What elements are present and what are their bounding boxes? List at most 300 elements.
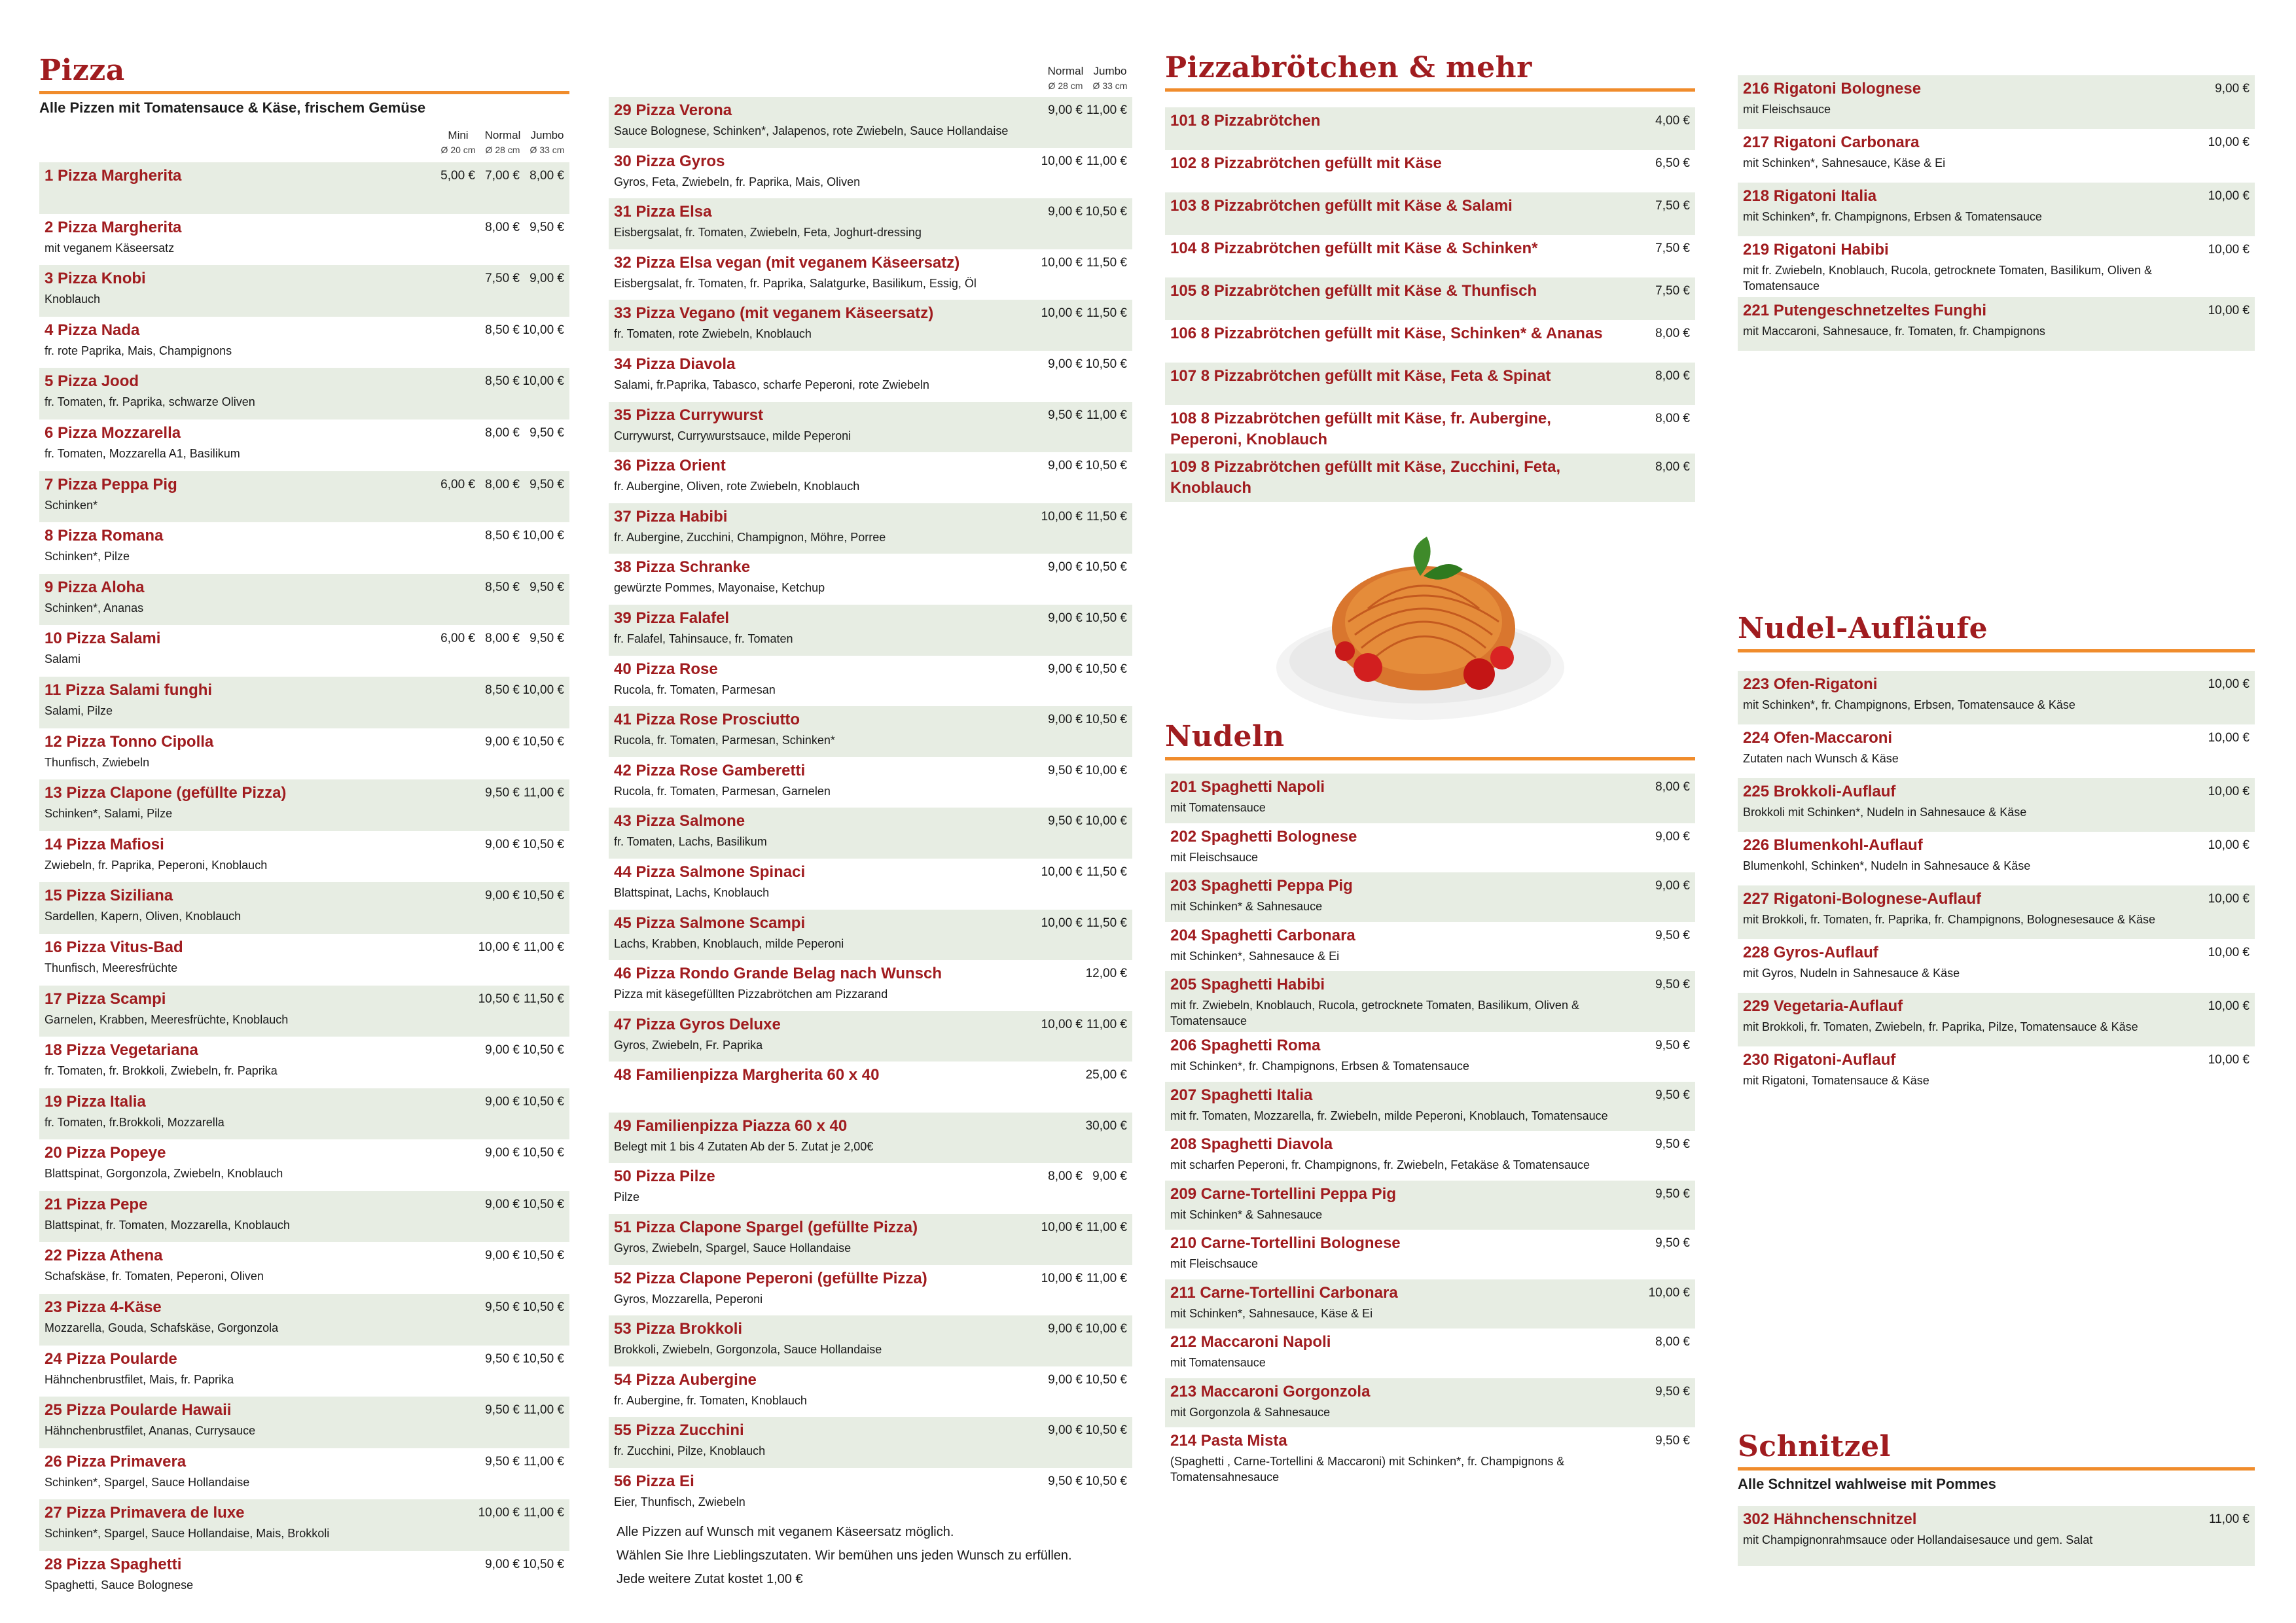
size-label: Mini: [448, 129, 469, 141]
size-column-header: [1043, 64, 1088, 93]
menu-item-row: [1738, 832, 2255, 885]
menu-item-name: 6 Pizza Mozzarella: [45, 423, 181, 442]
menu-item-prices: [2178, 996, 2250, 1017]
menu-item-prices: [431, 1040, 564, 1061]
menu-item-row: [609, 1417, 1132, 1468]
nudeln-list: [1165, 774, 1695, 1488]
menu-item-price: 9,50 €: [1655, 1434, 1690, 1448]
menu-item-row: [609, 402, 1132, 453]
menu-item-description: Currywurst, Currywurstsauce, milde Peperoni: [614, 429, 852, 442]
menu-item-price: [431, 937, 475, 958]
auflaeufe-column: [1738, 612, 2255, 1100]
menu-item-price: 11,50 €: [1086, 865, 1127, 879]
menu-item-text: [1743, 300, 2178, 339]
menu-item-price: [1038, 1116, 1083, 1137]
menu-item-price: [431, 268, 475, 289]
menu-item-name: 9 Pizza Aloha: [45, 578, 145, 596]
menu-item-prices: [1618, 1233, 1690, 1254]
menu-item-row: [609, 554, 1132, 605]
menu-item-row: [609, 1163, 1132, 1214]
menu-item-text: [1170, 1184, 1618, 1222]
menu-item-text: [1170, 1332, 1618, 1370]
menu-item-description: (Spaghetti , Carne-Tortellini & Maccaroni) mit Schinken*, fr. Champignons & Tomatensahnesauce: [1170, 1455, 1565, 1484]
menu-item-prices: [1618, 1035, 1690, 1056]
menu-item-row: [1738, 236, 2255, 297]
menu-item-prices: [431, 577, 564, 598]
menu-item-row: [39, 265, 569, 317]
menu-item-prices: [2178, 781, 2250, 802]
menu-item-description: Zwiebeln, fr. Paprika, Peperoni, Knoblauch: [45, 858, 268, 872]
menu-item-description: mit Gyros, Nudeln in Sahnesauce & Käse: [1743, 967, 1960, 980]
menu-item-description: mit Brokkoli, fr. Tomaten, fr. Paprika, fr. Champignons, Bolognesesauce & Käse: [1743, 913, 2155, 926]
menu-item-row: [609, 503, 1132, 554]
menu-item-text: [1743, 674, 2178, 713]
menu-item-name: 17 Pizza Scampi: [45, 990, 166, 1008]
menu-item-row: [39, 1397, 569, 1448]
menu-item-price: 10,50 €: [1085, 1372, 1127, 1387]
menu-item-name: 27 Pizza Primavera de luxe: [45, 1504, 245, 1522]
menu-item-price: 10,00 €: [2208, 1053, 2250, 1067]
menu-item-price: 10,50 €: [522, 1146, 564, 1160]
menu-item-row: [1165, 1279, 1695, 1329]
menu-item-row: [609, 1265, 1132, 1316]
menu-item-name: 15 Pizza Siziliana: [45, 887, 173, 905]
menu-item-price: 10,50 €: [522, 1249, 564, 1263]
menu-item-price: 9,00 €: [1048, 357, 1083, 371]
menu-item-price: 10,00 €: [2208, 135, 2250, 149]
menu-item-name: 201 Spaghetti Napoli: [1170, 778, 1325, 796]
menu-item-description: fr. Falafel, Tahinsauce, fr. Tomaten: [614, 632, 793, 645]
menu-item-row: [609, 757, 1132, 808]
menu-item-text: [1170, 153, 1618, 174]
menu-item-prices: [1038, 405, 1127, 426]
menu-item-text: [45, 577, 431, 616]
size-diameter: Ø 28 cm: [485, 145, 520, 155]
nudeln-title: Nudeln: [1165, 720, 1695, 760]
menu-item-prices: [2178, 674, 2250, 695]
menu-item-name: 38 Pizza Schranke: [614, 558, 751, 577]
menu-item-row: [609, 148, 1132, 199]
menu-item-price: 10,00 €: [1041, 255, 1083, 270]
menu-item-name: 302 Hähnchenschnitzel: [1743, 1510, 1917, 1528]
menu-item-name: 33 Pizza Vegano (mit veganem Käseersatz): [614, 304, 934, 323]
menu-item-prices: [1618, 1382, 1690, 1402]
menu-item-price: 8,50 €: [485, 374, 520, 389]
menu-item-price: 9,00 €: [1655, 879, 1690, 893]
menu-item-name: 210 Carne-Tortellini Bolognese: [1170, 1234, 1401, 1252]
menu-item-description: fr. Tomaten, fr. Paprika, schwarze Oliven: [45, 395, 255, 409]
menu-item-name: 228 Gyros-Auflauf: [1743, 944, 1878, 961]
menu-item-text: [45, 1349, 431, 1387]
menu-item-price: 10,50 €: [522, 1197, 564, 1211]
menu-item-price: 10,50 €: [522, 1094, 564, 1109]
menu-item-prices: [1618, 777, 1690, 798]
size-column-header: [480, 128, 525, 157]
menu-item-row: [1165, 1131, 1695, 1181]
menu-item-row: [609, 351, 1132, 402]
menu-item-description: fr. Tomaten, fr. Brokkoli, Zwiebeln, fr. Paprika: [45, 1064, 278, 1078]
menu-item-prices: [431, 1297, 564, 1318]
menu-item-prices: [1618, 323, 1690, 344]
menu-item-text: [1743, 728, 2178, 766]
menu-item-description: Lachs, Krabben, Knoblauch, milde Peperoni: [614, 936, 844, 950]
menu-item-name: 217 Rigatoni Carbonara: [1743, 134, 1920, 151]
menu-item-name: 18 Pizza Vegetariana: [45, 1041, 198, 1060]
menu-item-name: 11 Pizza Salami funghi: [45, 681, 213, 699]
menu-item-row: [1738, 1506, 2255, 1566]
menu-item-text: [1170, 196, 1618, 217]
menu-item-description: Zutaten nach Wunsch & Käse: [1743, 752, 1899, 765]
menu-item-row: [1165, 107, 1695, 150]
menu-item-price: 10,00 €: [2208, 189, 2250, 203]
menu-item-price: 11,00 €: [2209, 1512, 2250, 1526]
menu-item-prices: [1618, 1184, 1690, 1205]
menu-item-price: [431, 1245, 475, 1266]
menu-item-price: 11,50 €: [1086, 916, 1127, 930]
menu-item-price: 9,50 €: [1655, 928, 1690, 942]
menu-item-row: [609, 452, 1132, 503]
menu-item-description: fr. Aubergine, Zucchini, Champignon, Möhre, Porree: [614, 530, 886, 544]
menu-item-name: 109 8 Pizzabrötchen gefüllt mit Käse, Zucchini, Feta, Knoblauch: [1170, 458, 1561, 497]
menu-item-row: [39, 1294, 569, 1346]
menu-item-price: [431, 423, 475, 444]
menu-item-price: 9,00 €: [485, 1146, 520, 1160]
menu-item-description: mit Fleischsauce: [1743, 103, 1831, 116]
menu-item-price: 10,00 €: [522, 374, 564, 389]
menu-item-prices: [2178, 889, 2250, 910]
menu-item-prices: [1618, 1085, 1690, 1106]
menu-item-name: 19 Pizza Italia: [45, 1092, 146, 1111]
menu-item-name: 208 Spaghetti Diavola: [1170, 1135, 1333, 1153]
menu-item-price: [431, 1554, 475, 1575]
menu-item-text: [1743, 781, 2178, 820]
menu-item-text: [614, 963, 1038, 1002]
menu-item-name: 209 Carne-Tortellini Peppa Pig: [1170, 1185, 1396, 1203]
menu-item-text: [1743, 835, 2178, 874]
menu-item-name: 224 Ofen-Maccaroni: [1743, 729, 1893, 747]
menu-item-prices: [431, 1092, 564, 1113]
menu-item-price: [431, 732, 475, 753]
menu-item-name: 14 Pizza Mafiosi: [45, 835, 164, 853]
menu-item-price: 8,50 €: [485, 529, 520, 543]
menu-item-description: Eisbergsalat, fr. Tomaten, Zwiebeln, Feta, Joghurt-dressing: [614, 226, 922, 240]
menu-item-price: 10,00 €: [2208, 892, 2250, 906]
menu-item-name: 21 Pizza Pepe: [45, 1195, 148, 1213]
menu-item-text: [614, 760, 1038, 799]
menu-item-name: 108 8 Pizzabrötchen gefüllt mit Käse, fr. Aubergine, Peperoni, Knoblauch: [1170, 410, 1551, 448]
menu-item-description: mit Brokkoli, fr. Tomaten, Zwiebeln, fr. Paprika, Pilze, Tomatensauce & Käse: [1743, 1020, 2138, 1033]
menu-item-name: 56 Pizza Ei: [614, 1472, 694, 1491]
menu-item-text: [1170, 1035, 1618, 1074]
menu-item-text: [1743, 132, 2178, 171]
menu-item-row: [39, 419, 569, 471]
menu-item-row: [609, 1214, 1132, 1265]
menu-item-row: [1165, 277, 1695, 320]
menu-item-row: [609, 300, 1132, 351]
menu-item-price: 9,50 €: [1655, 978, 1690, 991]
menu-item-row: [39, 214, 569, 266]
pizza-size-header: [39, 128, 569, 157]
menu-item-text: [45, 680, 431, 719]
menu-item-row: [39, 831, 569, 883]
menu-item-prices: [1038, 1420, 1127, 1441]
menu-item-description: Knoblauch: [45, 293, 101, 306]
menu-item-description: Thunfisch, Zwiebeln: [45, 755, 150, 769]
menu-item-text: [45, 783, 431, 821]
menu-item-name: 28 Pizza Spaghetti: [45, 1556, 182, 1574]
menu-item-text: [1170, 1134, 1618, 1173]
menu-item-price: 9,00 €: [1048, 1322, 1083, 1336]
menu-item-description: Blumenkohl, Schinken*, Nudeln in Sahnesauce & Käse: [1743, 859, 2031, 872]
menu-item-description: Hähnchenbrustfilet, Ananas, Currysauce: [45, 1424, 256, 1438]
menu-item-name: 42 Pizza Rose Gamberetti: [614, 761, 806, 779]
menu-item-prices: [431, 1349, 564, 1370]
menu-item-price: 9,50 €: [1655, 1236, 1690, 1250]
menu-item-text: [1170, 974, 1618, 1029]
menu-item-text: [1743, 942, 2178, 981]
menu-item-text: [1170, 323, 1618, 344]
menu-item-price: 10,00 €: [522, 529, 564, 543]
menu-item-description: Eier, Thunfisch, Zwiebeln: [614, 1495, 745, 1509]
menu-item-price: 9,00 €: [485, 734, 520, 749]
menu-item-prices: [1038, 862, 1127, 883]
menu-item-prices: [1618, 1431, 1690, 1452]
menu-item-row: [1738, 724, 2255, 778]
menu-item-prices: [1038, 1319, 1127, 1340]
menu-item-price: 8,00 €: [529, 169, 564, 183]
menu-item-price: 11,50 €: [1086, 306, 1127, 321]
menu-item-price: 11,00 €: [524, 786, 564, 800]
menu-item-prices: [2178, 1050, 2250, 1071]
menu-item-price: 11,50 €: [1086, 255, 1127, 270]
menu-item-price: 9,50 €: [1048, 408, 1083, 422]
menu-item-prices: [1618, 925, 1690, 946]
menu-item-prices: [1038, 507, 1127, 527]
menu-item-prices: [1618, 1283, 1690, 1304]
menu-item-row: [1165, 235, 1695, 277]
menu-item-price: 11,00 €: [524, 1454, 564, 1469]
menu-item-price: 8,50 €: [485, 580, 520, 594]
menu-item-price: [431, 1400, 475, 1421]
menu-item-price: 9,00 €: [1092, 1169, 1127, 1184]
menu-item-name: 202 Spaghetti Bolognese: [1170, 827, 1357, 846]
menu-item-price: 10,00 €: [1085, 763, 1127, 777]
menu-item-row: [1165, 922, 1695, 972]
menu-item-prices: [431, 268, 564, 289]
menu-item-description: Hähnchenbrustfilet, Mais, fr. Paprika: [45, 1372, 234, 1386]
menu-item-description: fr. Tomaten, rote Zwiebeln, Knoblauch: [614, 327, 812, 341]
menu-item-description: Schafskäse, fr. Tomaten, Peperoni, Oliven: [45, 1270, 264, 1283]
menu-item-price: 11,00 €: [1086, 1221, 1127, 1235]
menu-item-row: [1165, 774, 1695, 823]
menu-item-price: 10,50 €: [522, 1558, 564, 1572]
menu-item-description: mit Fleischsauce: [1170, 850, 1259, 864]
menu-item-name: 22 Pizza Athena: [45, 1247, 163, 1265]
menu-item-price: 11,00 €: [524, 1403, 564, 1418]
menu-item-price: 10,00 €: [2208, 731, 2250, 745]
menu-item-price: 10,50 €: [1085, 205, 1127, 219]
menu-item-description: Thunfisch, Meeresfrüchte: [45, 961, 178, 974]
menu-item-row: [1165, 320, 1695, 363]
menu-item-row: [39, 1346, 569, 1397]
menu-item-name: 203 Spaghetti Peppa Pig: [1170, 877, 1353, 895]
size-label: Normal: [1047, 65, 1084, 77]
menu-item-price: 9,00 €: [485, 1094, 520, 1109]
menu-item-price: [1038, 963, 1083, 984]
menu-item-name: 24 Pizza Poularde: [45, 1349, 177, 1368]
menu-item-description: Schinken*, Spargel, Sauce Hollandaise, Mais, Brokkoli: [45, 1527, 330, 1541]
menu-item-name: 1 Pizza Margherita: [45, 167, 182, 185]
menu-item-description: Garnelen, Krabben, Meeresfrüchte, Knoblauch: [45, 1012, 289, 1026]
menu-item-prices: [1038, 455, 1127, 476]
menu-item-price: 9,00 €: [1048, 662, 1083, 676]
menu-item-price: 10,00 €: [1085, 814, 1127, 829]
menu-item-text: [1170, 457, 1618, 499]
menu-item-description: Sardellen, Kapern, Oliven, Knoblauch: [45, 910, 242, 923]
menu-item-row: [609, 1468, 1132, 1519]
menu-item-prices: [2178, 132, 2250, 153]
menu-item-price: 10,00 €: [522, 323, 564, 337]
menu-item-name: 29 Pizza Verona: [614, 101, 732, 119]
pizza-subtitle: Alle Pizzen mit Tomatensauce & Käse, frischem Gemüse: [39, 99, 426, 116]
menu-item-description: Schinken*, Pilze: [45, 550, 130, 563]
menu-item-text: [45, 268, 431, 307]
menu-item-description: Schinken*, Ananas: [45, 601, 144, 615]
menu-item-text: [45, 1092, 431, 1130]
menu-item-name: 223 Ofen-Rigatoni: [1743, 675, 1878, 693]
menu-item-text: [1743, 79, 2178, 117]
menu-item-prices: [1038, 913, 1127, 934]
menu-item-price: 10,50 €: [1085, 1423, 1127, 1438]
menu-item-price: 9,00 €: [1655, 829, 1690, 844]
menu-item-description: mit Schinken*, Sahnesauce, Käse & Ei: [1170, 1306, 1373, 1320]
menu-item-description: mit Fleischsauce: [1170, 1257, 1259, 1270]
menu-item-text: [614, 1471, 1038, 1510]
menu-item-row: [1165, 823, 1695, 873]
menu-item-name: 214 Pasta Mista: [1170, 1432, 1287, 1450]
menu-item-price: 9,50 €: [1655, 1384, 1690, 1399]
menu-item-description: fr. rote Paprika, Mais, Champignons: [45, 344, 232, 357]
menu-item-text: [45, 166, 431, 187]
menu-item-text: [45, 628, 431, 667]
menu-item-price: [431, 783, 475, 804]
menu-item-description: mit fr. Zwiebeln, Knoblauch, Rucola, getrocknete Tomaten, Basilikum, Oliven & Tomatensauce: [1170, 999, 1579, 1027]
menu-item-price: 7,50 €: [1655, 241, 1690, 255]
menu-item-prices: [431, 1143, 564, 1164]
menu-item-price: 8,00 €: [485, 220, 520, 234]
menu-item-description: mit Rigatoni, Tomatensauce & Käse: [1743, 1074, 1929, 1087]
size-diameter: Ø 28 cm: [1048, 80, 1083, 91]
menu-item-price: 8,00 €: [485, 632, 520, 646]
menu-item-row: [609, 1366, 1132, 1418]
menu-item-row: [39, 779, 569, 831]
menu-item-prices: [2178, 240, 2250, 260]
menu-item-price: 9,00 €: [1048, 611, 1083, 625]
menu-item-name: 216 Rigatoni Bolognese: [1743, 80, 1922, 98]
menu-item-text: [1743, 889, 2178, 927]
menu-item-description: fr. Tomaten, Mozzarella A1, Basilikum: [45, 446, 240, 460]
menu-item-text: [614, 202, 1038, 240]
menu-item-price: 8,00 €: [1655, 460, 1690, 474]
menu-item-row: [1165, 150, 1695, 192]
menu-item-text: [614, 507, 1038, 545]
menu-item-prices: [1038, 202, 1127, 223]
menu-item-price: 8,00 €: [1655, 369, 1690, 383]
menu-item-price: [431, 1092, 475, 1113]
menu-item-prices: [1038, 151, 1127, 172]
menu-item-prices: [431, 423, 564, 444]
menu-item-name: 47 Pizza Gyros Deluxe: [614, 1015, 781, 1033]
menu-item-price: 9,50 €: [1655, 1137, 1690, 1151]
menu-item-price: 10,00 €: [1041, 865, 1083, 879]
menu-item-price: 10,50 €: [1085, 662, 1127, 676]
menu-item-price: 10,50 €: [1085, 1474, 1127, 1489]
menu-item-price: 9,50 €: [529, 425, 564, 440]
menu-item-text: [614, 1065, 1038, 1086]
menu-item-prices: [1038, 608, 1127, 629]
menu-item-text: [45, 474, 431, 513]
menu-item-name: 36 Pizza Orient: [614, 457, 726, 475]
menu-item-price: 9,50 €: [485, 1403, 520, 1418]
menu-item-description: Sauce Bolognese, Schinken*, Jalapenos, rote Zwiebeln, Sauce Hollandaise: [614, 124, 1009, 137]
menu-item-price: [431, 1297, 475, 1318]
size-label: Jumbo: [530, 129, 564, 141]
menu-item-price: [431, 526, 475, 546]
menu-item-name: 105 8 Pizzabrötchen gefüllt mit Käse & Thunfisch: [1170, 282, 1537, 300]
menu-item-description: mit Tomatensauce: [1170, 1356, 1266, 1369]
menu-item-name: 101 8 Pizzabrötchen: [1170, 112, 1321, 130]
menu-item-row: [39, 882, 569, 934]
menu-item-row: [1165, 192, 1695, 235]
menu-item-prices: [1038, 963, 1127, 984]
menu-item-text: [614, 1116, 1038, 1154]
menu-item-row: [39, 1448, 569, 1500]
menu-item-price: 9,00 €: [485, 1249, 520, 1263]
size-diameter: Ø 20 cm: [440, 145, 476, 155]
menu-item-name: 43 Pizza Salmone: [614, 812, 745, 830]
menu-item-row: [39, 625, 569, 677]
menu-item-price: 9,00 €: [1048, 1423, 1083, 1438]
spaghetti-photo: [1270, 510, 1571, 726]
size-column-header: [436, 128, 480, 157]
menu-item-price: 9,00 €: [1048, 459, 1083, 473]
menu-item-text: [45, 1245, 431, 1284]
menu-item-name: 205 Spaghetti Habibi: [1170, 976, 1325, 993]
menu-item-prices: [431, 320, 564, 341]
menu-item-text: [45, 1143, 431, 1181]
pizza-note: Alle Pizzen auf Wunsch mit veganem Käseersatz möglich.: [617, 1524, 954, 1539]
menu-item-text: [45, 732, 431, 770]
menu-item-name: 26 Pizza Primavera: [45, 1452, 187, 1471]
menu-item-row: [39, 677, 569, 728]
menu-item-description: Eisbergsalat, fr. Tomaten, fr. Paprika, Salatgurke, Basilikum, Essig, Öl: [614, 276, 977, 290]
menu-item-price: 10,00 €: [1085, 1322, 1127, 1336]
menu-item-name: 41 Pizza Rose Prosciutto: [614, 711, 800, 729]
menu-item-price: 9,50 €: [529, 477, 564, 491]
menu-item-prices: [2178, 79, 2250, 99]
menu-item-row: [39, 317, 569, 368]
menu-item-name: 106 8 Pizzabrötchen gefüllt mit Käse, Schinken* & Ananas: [1170, 325, 1603, 342]
menu-item-price: [431, 1452, 475, 1472]
menu-item-name: 3 Pizza Knobi: [45, 270, 146, 288]
menu-item-text: [1170, 111, 1618, 132]
menu-item-text: [45, 526, 431, 564]
menu-item-row: [1165, 363, 1695, 405]
menu-item-name: 102 8 Pizzabrötchen gefüllt mit Käse: [1170, 154, 1442, 172]
menu-item-prices: [2178, 1509, 2250, 1530]
menu-item-row: [609, 1061, 1132, 1113]
pizza2-size-header: [609, 64, 1132, 93]
